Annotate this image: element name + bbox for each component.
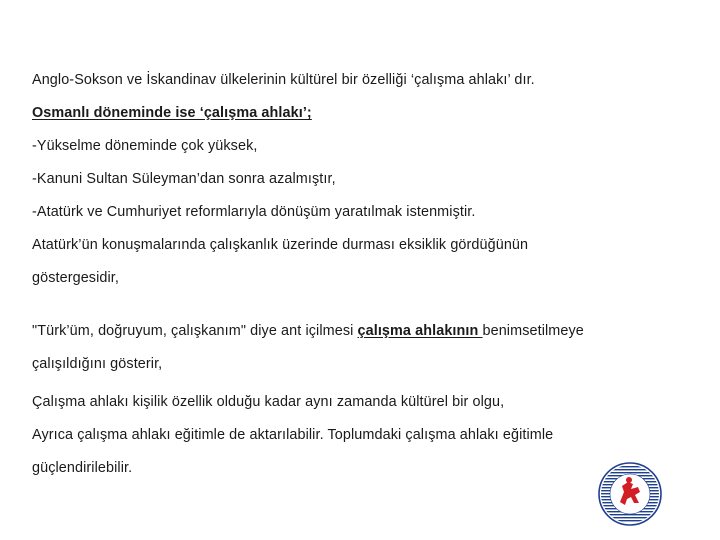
university-seal-icon bbox=[598, 462, 662, 526]
paragraph-oath bbox=[32, 319, 682, 376]
paragraph-education bbox=[32, 423, 682, 480]
paragraph-ataturk-line-2: göstergesidir, bbox=[32, 270, 119, 286]
paragraph-oath-line-1 bbox=[32, 319, 682, 343]
paragraph-1: Anglo-Sokson ve İskandinav ülkelerinin kültürel bir özelliği ‘çalışma ahlakı’ dır. bbox=[32, 72, 535, 88]
section-heading: Osmanlı döneminde ise ‘çalışma ahlakı’; bbox=[32, 105, 312, 121]
paragraph-education-line-2: güçlendirilebilir. bbox=[32, 460, 133, 476]
bullet-3: -Atatürk ve Cumhuriyet reformlarıyla dönüşüm yaratılmak istenmiştir. bbox=[32, 204, 476, 220]
paragraph-education-line-1: Ayrıca çalışma ahlakı eğitimle de aktarılabilir. Toplumdaki çalışma ahlakı eğitimle bbox=[32, 427, 554, 443]
paragraph-ataturk bbox=[32, 233, 682, 290]
seal-stripe bbox=[598, 466, 662, 467]
paragraph-oath-line-2: çalışıldığını gösterir, bbox=[32, 356, 163, 372]
bullet-2: -Kanuni Sultan Süleyman’dan sonra azalmıştır, bbox=[32, 171, 336, 187]
oath-text: "Türk’üm, doğruyum, çalışkanım" diye ant içilmesi bbox=[32, 323, 358, 339]
seal-stripe bbox=[598, 469, 662, 470]
oath-emphasis: çalışma ahlakının bbox=[357, 323, 483, 339]
bullet-1: -Yükselme döneminde çok yüksek, bbox=[32, 138, 258, 154]
paragraph-culture: Çalışma ahlakı kişilik özellik olduğu kadar aynı zamanda kültürel bir olgu, bbox=[32, 394, 505, 410]
seal-stripe bbox=[598, 520, 662, 521]
seal-stripe bbox=[598, 517, 662, 518]
slide-body bbox=[32, 68, 682, 480]
oath-text-end: benimsetilmeye bbox=[482, 323, 584, 339]
paragraph-ataturk-line-1: Atatürk’ün konuşmalarında çalışkanlık üzerinde durması eksiklik gördüğünün bbox=[32, 237, 529, 253]
